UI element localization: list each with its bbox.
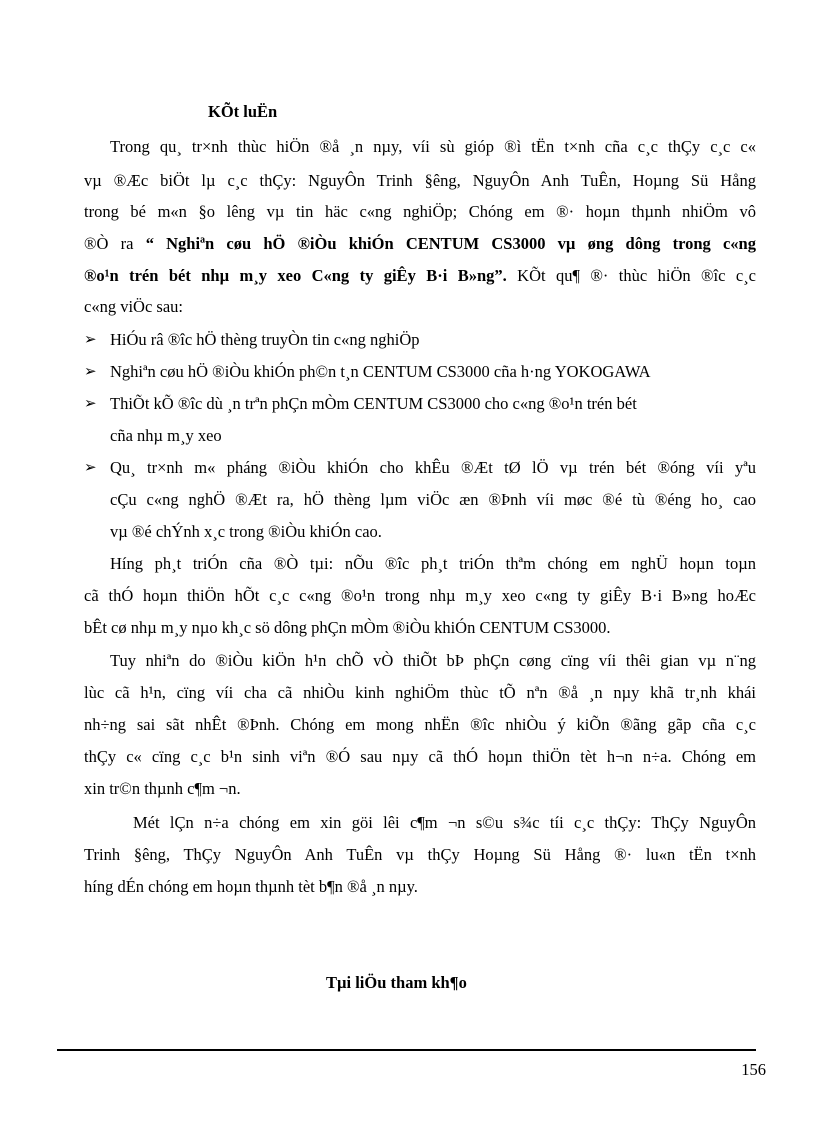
limitation-line-2: lùc cã h¹n, cïng víi cha cã nhiÒu kinh nghiÖm thùc tÕ nªn ®å ¸n nµy khã tr¸nh khái [84, 683, 756, 702]
arrow-bullet-icon: ➢ [84, 460, 97, 476]
references-heading: Tµi liÖu tham kh¶o [326, 973, 467, 992]
limitation-line-3: nh÷ng sai sãt nhÊt ®Þnh. Chóng em mong nhËn ®îc nhiÒu ý kiÕn ®ãng gãp cña c¸c [84, 715, 756, 734]
limitation-line-1: Tuy nhiªn do ®iÒu kiÖn h¹n chÕ vÒ thiÕt bÞ phÇn cøng cïng víi thêi gian vµ n¨ng [110, 651, 756, 670]
project-title-part-1: “ Nghiªn cøu hÖ ®iÒu khiÓn CENTUM CS3000 vµ øng dông trong c«ng [145, 234, 756, 253]
project-title-part-2: ®o¹n trén bét nhµ m¸y xeo C«ng ty giÊy B·i B»ng”. [84, 266, 507, 285]
intro-line-3: trong bé m«n §o lêng vµ tin häc c«ng nghiÖp; Chóng em ®· hoµn thµnh nhiÖm vô [84, 202, 756, 221]
intro-line-4 [84, 234, 756, 254]
arrow-bullet-icon: ➢ [84, 364, 97, 380]
arrow-bullet-icon: ➢ [84, 332, 97, 348]
page-number: 156 [741, 1060, 766, 1079]
bullet-item-4-text-line-1: Qu¸ tr×nh m« pháng ®iÒu khiÓn cho khÊu ®Æt tØ lÖ vµ trén bét ®óng víi yªu [110, 458, 756, 477]
limitation-line-4: thÇy c« cïng c¸c b¹n sinh viªn ®Ó sau nµy cã thÓ hoµn thiÖn tèt h¬n n÷a. Chóng em [84, 747, 756, 766]
bullet-item-4-text-line-2: cÇu c«ng nghÖ ®Æt ra, hÖ thèng lµm viÖc æn ®Þnh víi møc ®é tù ®éng ho¸ cao [110, 490, 756, 509]
intro-line-6: c«ng viÖc sau: [84, 297, 183, 316]
development-line-3: bÊt cø nhµ m¸y nµo kh¸c sö dông phÇn mÒm ®iÒu khiÓn CENTUM CS3000. [84, 618, 611, 637]
intro-line-4-prefix: ®Ò ra [84, 234, 146, 253]
bullet-item-4-text-line-3: vµ ®é chÝnh x¸c trong ®iÒu khiÓn cao. [110, 522, 382, 541]
bullet-item-1-text: HiÓu râ ®îc hÖ thèng truyÒn tin c«ng nghiÖp [110, 330, 420, 349]
intro-line-2: vµ ®Æc biÖt lµ c¸c thÇy: NguyÔn Trinh §êng, NguyÔn Anh TuÊn, Hoµng Sü Hång [84, 171, 756, 190]
conclusion-heading: KÕt luËn [208, 102, 278, 121]
bullet-item-3-text-line-1: ThiÕt kÕ ®îc dù ¸n trªn phÇn mÒm CENTUM CS3000 cho c«ng ®o¹n trén bét [110, 394, 637, 413]
thanks-line-1: Mét lÇn n÷a chóng em xin göi lêi c¶m ¬n s©u s¾c tíi c¸c thÇy: ThÇy NguyÔn [133, 813, 756, 832]
development-line-2: cã thÓ hoµn thiÖn hÕt c¸c c«ng ®o¹n trong nhµ m¸y xeo c«ng ty giÊy B·i B»ng hoÆc [84, 586, 756, 605]
thanks-line-2: Trinh §êng, ThÇy NguyÔn Anh TuÊn vµ thÇy Hoµng Sü Hång ®· lu«n tËn t×nh [84, 845, 756, 864]
intro-line-1: Trong qu¸ tr×nh thùc hiÖn ®å ¸n nµy, víi sù gióp ®ì tËn t×nh cña c¸c thÇy c¸c c« [110, 137, 756, 156]
intro-line-5 [84, 266, 756, 286]
limitation-line-5: xin tr©n thµnh c¶m ¬n. [84, 779, 241, 798]
thanks-line-3: híng dÉn chóng em hoµn thµnh tèt b¶n ®å ¸n nµy. [84, 877, 418, 896]
bullet-item-2-text: Nghiªn cøu hÖ ®iÒu khiÓn ph©n t¸n CENTUM CS3000 cña h·ng YOKOGAWA [110, 362, 651, 381]
footer-divider [57, 1049, 756, 1051]
bullet-item-3-text-line-2: cña nhµ m¸y xeo [110, 426, 222, 445]
development-line-1: Híng ph¸t triÓn cña ®Ò tµi: nÕu ®îc ph¸t triÓn thªm chóng em nghÜ hoµn toµn [110, 554, 756, 573]
intro-line-5-suffix: KÕt qu¶ ®· thùc hiÖn ®îc c¸c [506, 266, 757, 285]
arrow-bullet-icon: ➢ [84, 396, 97, 412]
